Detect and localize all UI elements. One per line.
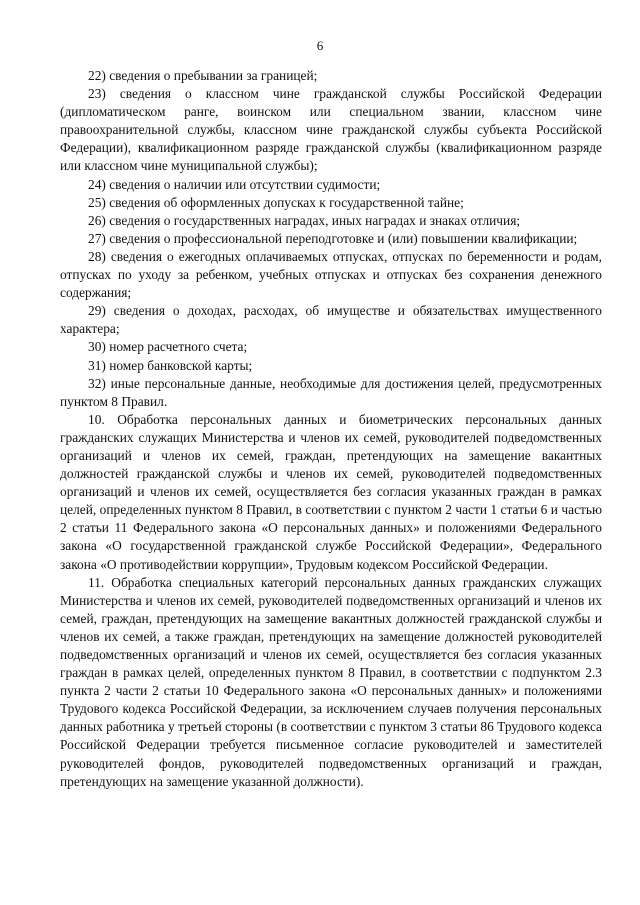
section-11-paragraph: 11. Обработка специальных категорий персональных данных гражданских служащих Министерства и членов их семей, руководителей подведомственных организаций и членов их семей, граждан, претендующих на замещение вакантных должностей гражданской службы и членов их семей, а также граждан, претендующих на замещение должностей руководителей подведомственных организаций и членов их семей, осуществляется без согласия указанных граждан в рамках целей, определенных пунктом 8 Правил, в соответствии с подпунктом 2.3 пункта 2 части 2 статьи 10 Федерального закона «О персональных данных» и положениями Трудового кодекса Российской Федерации, за исключением случаев получения персональных данных работника у третьей стороны (в соответствии с пунктом 3 статьи 86 Трудового кодекса Российской Федерации требуется письменное согласие руководителей и заместителей руководителей фондов, руководителей подведомственных организаций и граждан, претендующих на замещение указанной должности). — [60, 574, 602, 789]
list-item-30: 30) номер расчетного счета; — [88, 339, 248, 355]
list-item-23: 23) сведения о классном чине гражданской службы Российской Федерации (дипломатическом ранге, воинском или специальном звании, классном чине правоохранительной службы, классном чине гражданской службы субъекта Российской Федерации), квалификационном разряде гражданской службы (квалификационном разряде или классном чине муниципальной службы); — [60, 86, 602, 174]
page-number: 6 — [316, 38, 324, 53]
section-10-paragraph: 10. Обработка персональных данных и биометрических персональных данных гражданских служащих Министерства и членов их семей, руководителей подведомственных организаций и членов их семей, граждан, претендующих на замещение вакантных должностей гражданской службы и членов их семей, руководителей подведомственных организаций и членов их семей, осуществляется без согласия указанных граждан в рамках целей, определенных пунктом 8 Правил, в соответствии с пунктом 2 части 1 статьи 6 и частью 2 статьи 11 Федерального закона «О персональных данных» и положениями Федерального закона «О государственной гражданской службе Российской Федерации», Федерального закона «О противодействии коррупции», Трудовым кодексом Российской Федерации. — [60, 411, 602, 572]
list-item-22: 22) сведения о пребывании за границей; — [88, 68, 318, 83]
list-item-27: 27) сведения о профессиональной переподготовке и (или) повышении квалификации; — [88, 230, 578, 246]
list-item-29: 29) сведения о доходах, расходах, об имуществе и обязательствах имущественного характера; — [60, 303, 602, 337]
document-body — [60, 67, 602, 791]
list-item-31: 31) номер банковской карты; — [88, 357, 253, 373]
list-item-25: 25) сведения об оформленных допусках к государственной тайне; — [88, 194, 464, 210]
list-item-24: 24) сведения о наличии или отсутствии судимости; — [88, 176, 381, 192]
list-item-32: 32) иные персональные данные, необходимые для достижения целей, предусмотренных пунктом 8 Правил. — [60, 375, 602, 409]
list-item-26: 26) сведения о государственных наградах, иных наградах и знаках отличия; — [88, 212, 521, 228]
list-item-28: 28) сведения о ежегодных оплачиваемых отпусках, отпусках по беременности и родам, отпусках по уходу за ребенком, учебных отпусках и отпусках без сохранения денежного содержания; — [60, 248, 602, 301]
